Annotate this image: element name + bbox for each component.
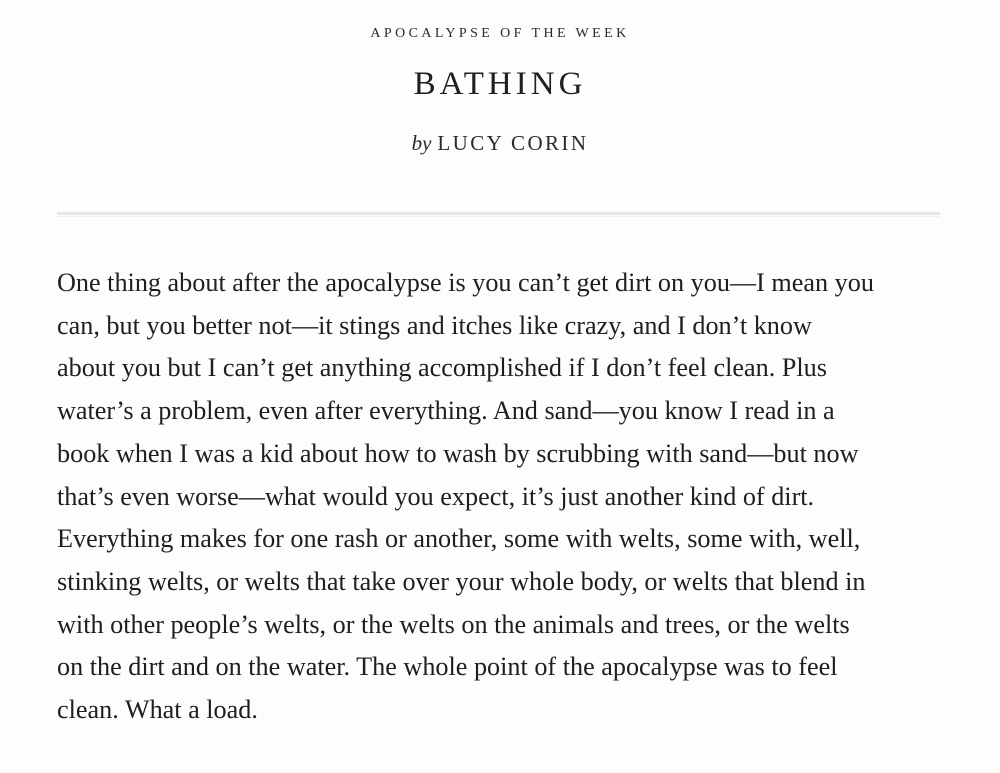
story-line: on the dirt and on the water. The whole point of the apocalypse was to feel bbox=[57, 652, 838, 682]
story-line: stinking welts, or welts that take over your whole body, or welts that blend in bbox=[57, 566, 866, 596]
author-name: LUCY CORIN bbox=[437, 131, 589, 155]
page-title: BATHING bbox=[413, 66, 587, 102]
story-line: clean. What a load. bbox=[57, 695, 258, 725]
story-line: with other people’s welts, or the welts on the animals and trees, or the welts bbox=[57, 609, 850, 639]
series-label: APOCALYPSE OF THE WEEK bbox=[370, 26, 630, 41]
byline bbox=[0, 131, 1000, 156]
story-line: that’s even worse—what would you expect, it’s just another kind of dirt. bbox=[57, 481, 815, 511]
story-line: water’s a problem, even after everything. And sand—you know I read in a bbox=[57, 396, 835, 426]
story-line: book when I was a kid about how to wash by scrubbing with sand—but now bbox=[57, 438, 859, 468]
story-line: can, but you better not—it stings and itches like crazy, and I don’t know bbox=[57, 310, 812, 340]
story-line: about you but I can’t get anything accomplished if I don’t feel clean. Plus bbox=[57, 353, 827, 383]
story-line: Everything makes for one rash or another, some with welts, some with, well, bbox=[57, 524, 861, 554]
byline-prefix: by bbox=[411, 131, 432, 155]
story-line: One thing about after the apocalypse is you can’t get dirt on you—I mean you bbox=[57, 268, 874, 297]
header-divider bbox=[57, 212, 940, 215]
story-paragraph bbox=[57, 262, 942, 732]
